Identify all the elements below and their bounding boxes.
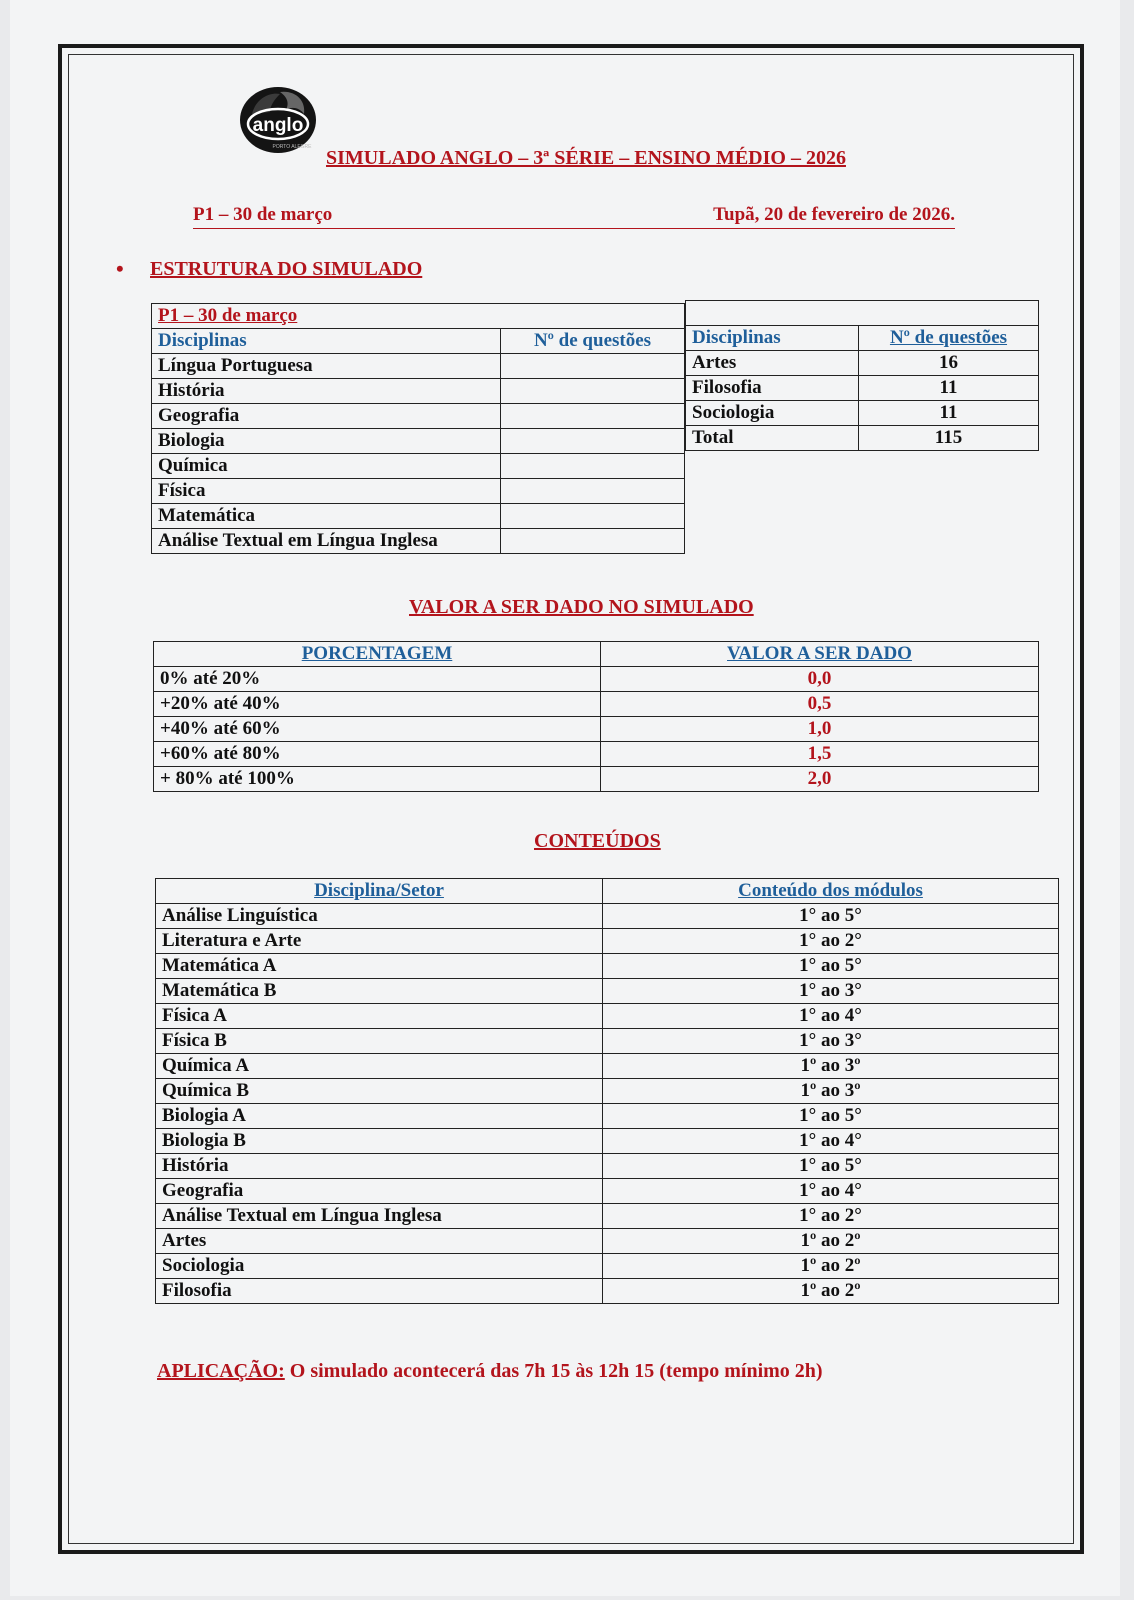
table-row: Total 115 [686,426,1039,451]
discipline-cell: Química [152,454,501,479]
table-row: Biologia B 1° ao 4° [156,1129,1059,1154]
discipline-cell: Geografia [152,404,501,429]
table-row [152,404,685,429]
col-header-questoes: Nº de questões [501,329,685,354]
table-row: Filosofia 11 [686,376,1039,401]
logo-text: anglo [252,115,304,136]
p1-date-line [193,204,955,229]
discipline-cell: Análise Textual em Língua Inglesa [152,529,501,554]
table-row: Química B 1º ao 3º [156,1079,1059,1104]
count-cell [501,379,685,404]
table-row: Artes 16 [686,351,1039,376]
table-row [152,379,685,404]
table-row: Matemática A 1° ao 5° [156,954,1059,979]
col-header-disciplina-setor: Disciplina/Setor [156,879,603,904]
table-row: Matemática B 1° ao 3° [156,979,1059,1004]
col-header-conteudo: Conteúdo dos módulos [603,879,1059,904]
table-row: Análise Textual em Língua Inglesa 1° ao 2° [156,1204,1059,1229]
count-cell [501,479,685,504]
p1-label: P1 – 30 de março [193,204,333,225]
discipline-cell: História [152,379,501,404]
table-row: Sociologia 11 [686,401,1039,426]
table-row [152,429,685,454]
table-row [152,479,685,504]
table-row: +20% até 40% 0,5 [154,692,1039,717]
table-row: Literatura e Arte 1° ao 2° [156,929,1059,954]
count-cell [501,504,685,529]
table-row: Artes 1º ao 2º [156,1229,1059,1254]
anglo-logo [240,84,326,158]
table-row [152,529,685,554]
discipline-cell: Física [152,479,501,504]
valor-heading: VALOR A SER DADO NO SIMULADO [409,596,754,618]
table-row: Biologia A 1° ao 5° [156,1104,1059,1129]
logo-subtext: PORTO ALEGRE [272,144,312,150]
discipline-cell: Matemática [152,504,501,529]
count-cell [501,529,685,554]
bullet-icon: • [116,256,124,281]
table-row [152,354,685,379]
empty-header-cell [686,301,1039,326]
count-cell [501,404,685,429]
table-row: +40% até 60% 1,0 [154,717,1039,742]
estrutura-right-table [685,300,1039,451]
count-cell [501,429,685,454]
col-header-disciplinas: Disciplinas [686,326,859,351]
table-row: Geografia 1° ao 4° [156,1179,1059,1204]
table-row: Química A 1º ao 3º [156,1054,1059,1079]
col-header-porcentagem: PORCENTAGEM [154,642,601,667]
place-date: Tupã, 20 de fevereiro de 2026. [713,204,955,225]
table-row: +60% até 80% 1,5 [154,742,1039,767]
col-header-questoes: Nº de questões [859,326,1039,351]
table-row: Física B 1° ao 3° [156,1029,1059,1054]
estrutura-left-table [151,303,685,554]
valor-table [153,641,1039,792]
table-row [152,454,685,479]
table-row: 0% até 20% 0,0 [154,667,1039,692]
table-row: Análise Linguística 1° ao 5° [156,904,1059,929]
aplicacao-label: APLICAÇÃO: [157,1360,285,1382]
aplicacao-text: O simulado acontecerá das 7h 15 às 12h 15 (tempo mínimo 2h) [284,1360,823,1382]
table-row: História 1° ao 5° [156,1154,1059,1179]
conteudos-table [155,878,1059,1304]
table-row [152,504,685,529]
col-header-valor: VALOR A SER DADO [601,642,1039,667]
discipline-cell: Biologia [152,429,501,454]
aplicacao-note [157,1360,823,1383]
document-title: SIMULADO ANGLO – 3ª SÉRIE – ENSINO MÉDIO – 2026 [326,147,846,169]
table-row: Filosofia 1º ao 2º [156,1279,1059,1304]
discipline-cell: Língua Portuguesa [152,354,501,379]
table-row: + 80% até 100% 2,0 [154,767,1039,792]
count-cell [501,454,685,479]
count-cell [501,354,685,379]
table-row: Sociologia 1º ao 2º [156,1254,1059,1279]
col-header-disciplinas: Disciplinas [152,329,501,354]
table-caption: P1 – 30 de março [152,304,685,329]
conteudos-heading: CONTEÚDOS [534,830,661,852]
table-row: Física A 1° ao 4° [156,1004,1059,1029]
